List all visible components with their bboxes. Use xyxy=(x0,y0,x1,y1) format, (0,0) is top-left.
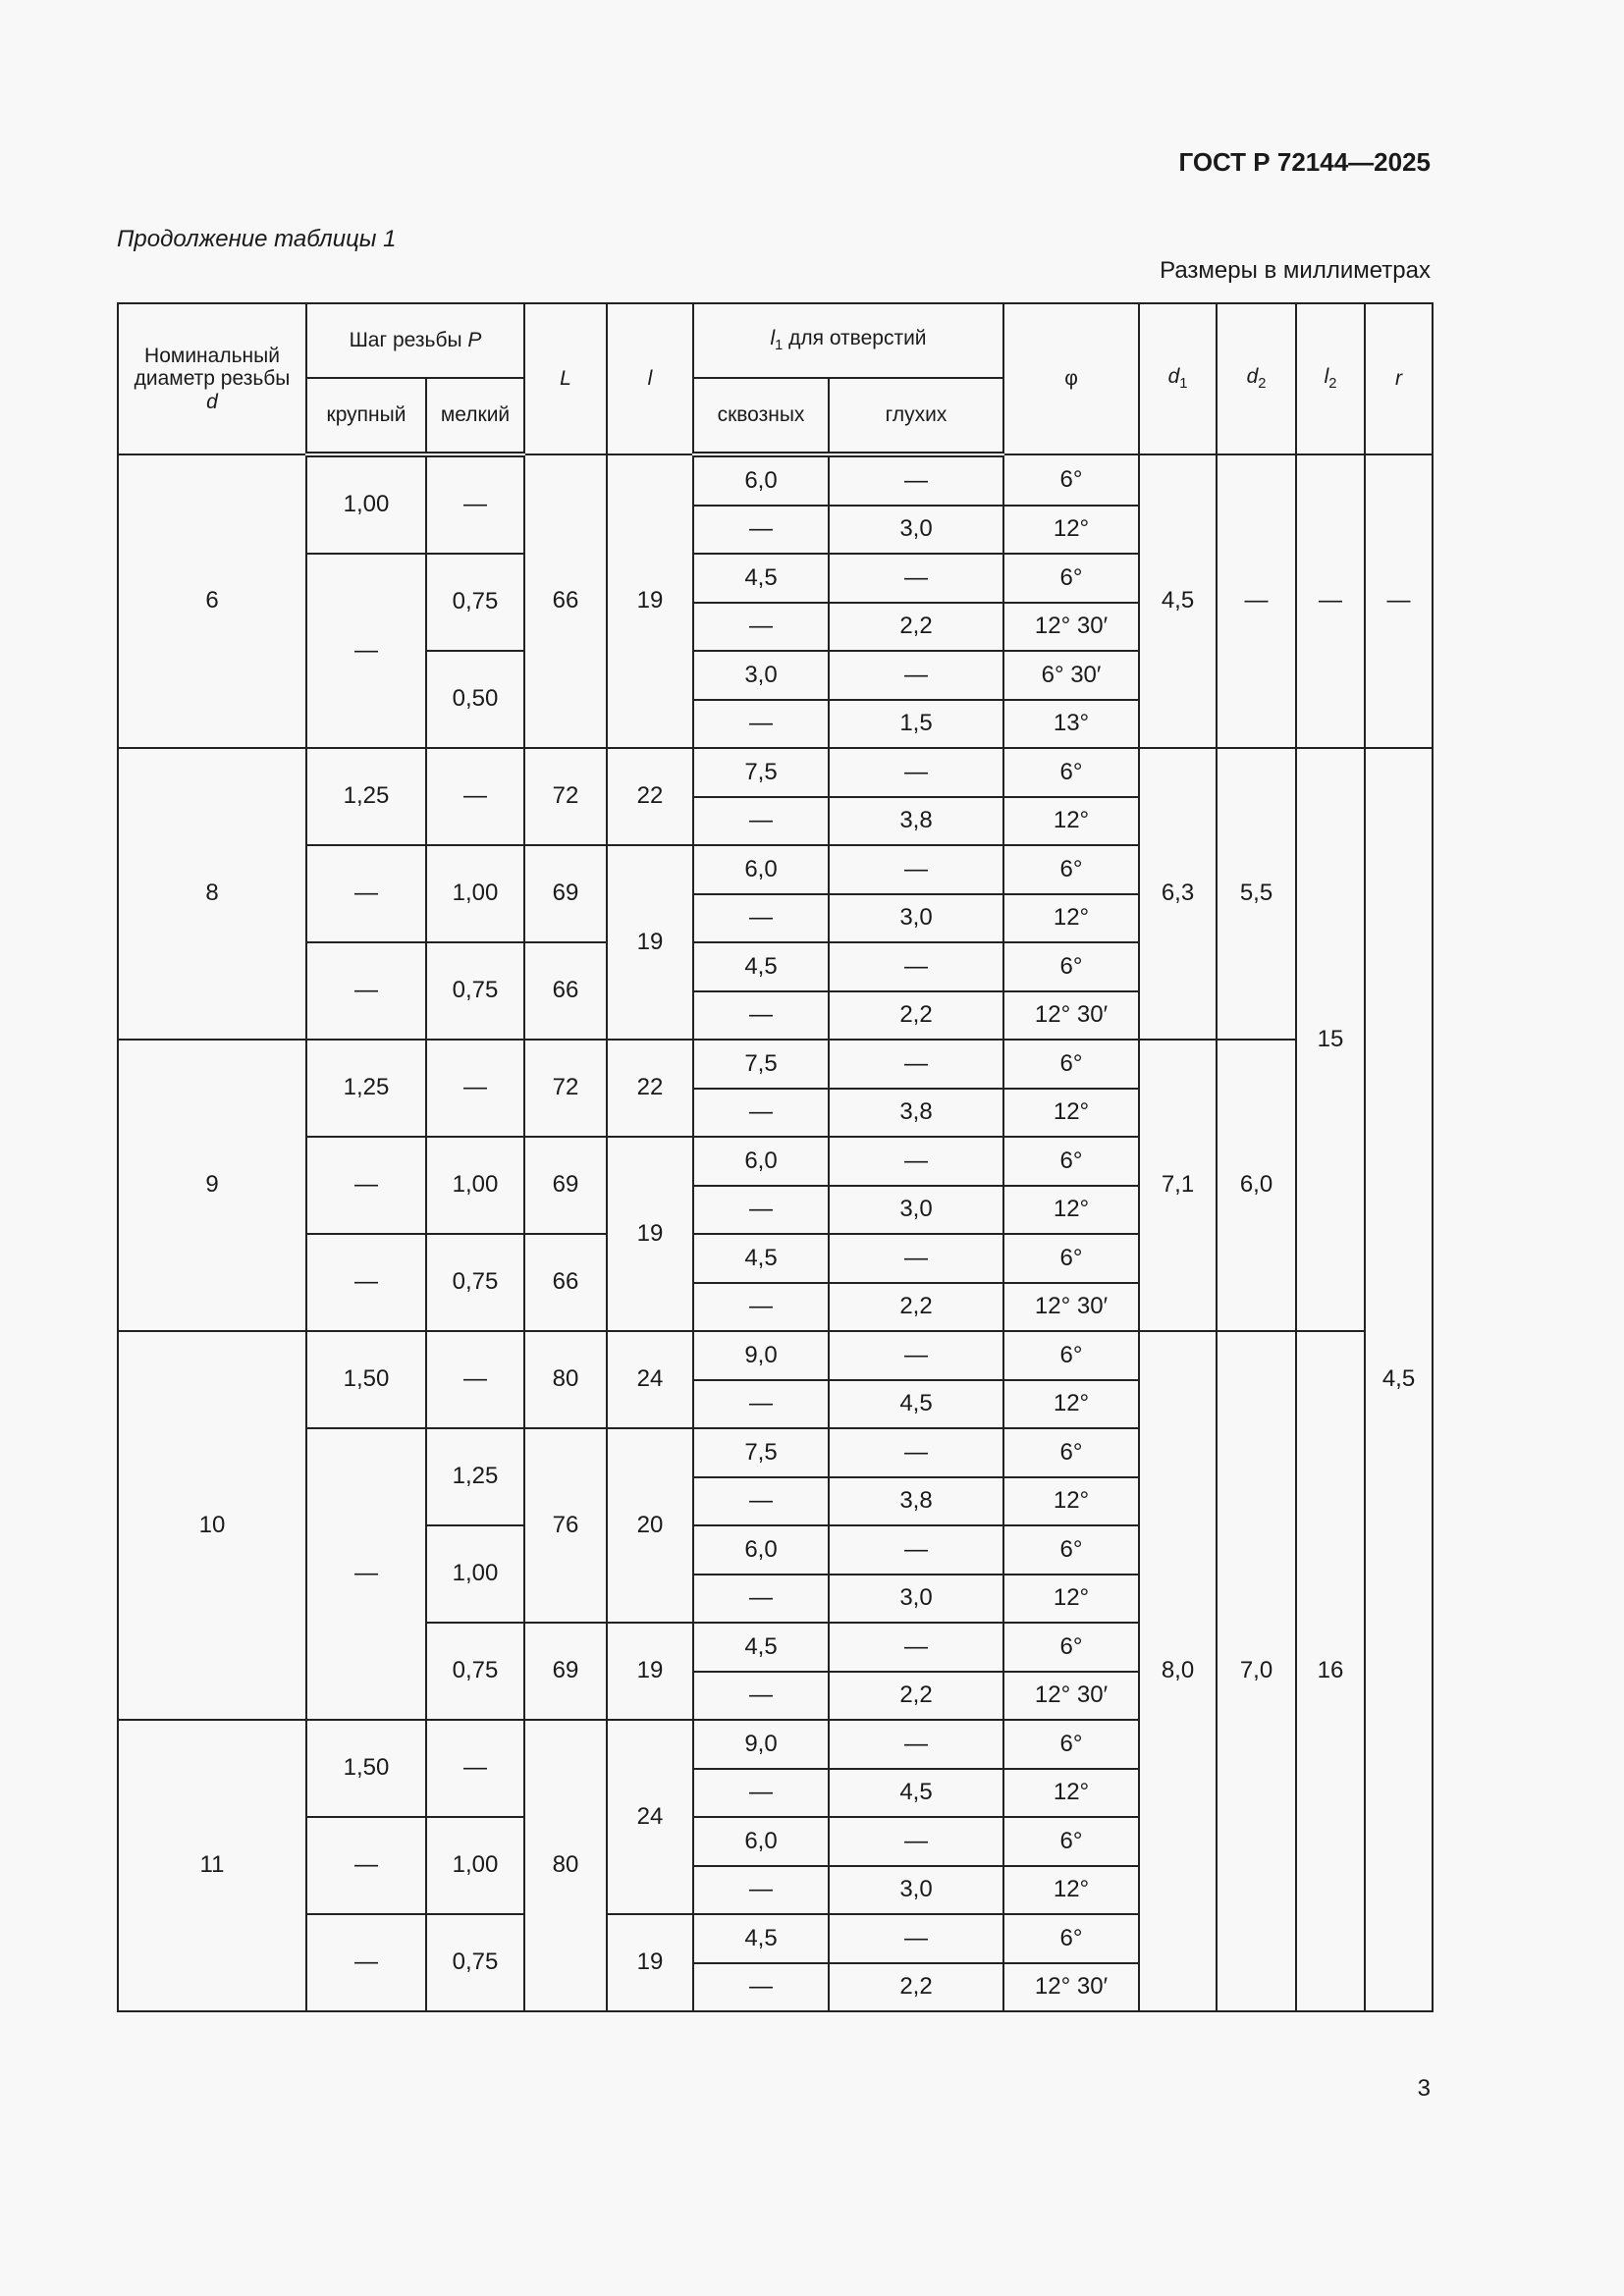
cell-L: 69 xyxy=(524,845,607,942)
cell-through: — xyxy=(693,1477,829,1526)
cell-fine: — xyxy=(426,1331,524,1428)
cell-through: — xyxy=(693,1380,829,1429)
cell-fine: 1,25 xyxy=(426,1428,524,1525)
cell-through: 6,0 xyxy=(693,1525,829,1575)
cell-blind: 2,2 xyxy=(829,603,1003,652)
cell-L: 76 xyxy=(524,1428,607,1623)
cell-l: 20 xyxy=(607,1428,693,1623)
cell-phi: 6° xyxy=(1003,1331,1139,1380)
cell-coarse: 1,50 xyxy=(306,1720,426,1817)
cell-coarse: — xyxy=(306,1234,426,1331)
table-row xyxy=(118,1331,1433,1380)
cell-through: — xyxy=(693,1089,829,1138)
cell-coarse: — xyxy=(306,554,426,748)
cell-blind: — xyxy=(829,1428,1003,1477)
cell-phi: 6° xyxy=(1003,554,1139,603)
cell-phi: 12° xyxy=(1003,1477,1139,1526)
cell-phi: 6° xyxy=(1003,1525,1139,1575)
cell-coarse: — xyxy=(306,845,426,942)
cell-blind: — xyxy=(829,1525,1003,1575)
cell-phi: 6° xyxy=(1003,454,1139,506)
cell-L: 66 xyxy=(524,1234,607,1331)
cell-blind: — xyxy=(829,1720,1003,1769)
cell-blind: — xyxy=(829,454,1003,506)
cell-L: 66 xyxy=(524,942,607,1040)
cell-l2: 16 xyxy=(1296,1331,1365,2011)
cell-d: 11 xyxy=(118,1720,306,2011)
cell-coarse: — xyxy=(306,1817,426,1914)
cell-fine: 1,00 xyxy=(426,845,524,942)
cell-through: — xyxy=(693,1186,829,1235)
cell-through: 4,5 xyxy=(693,554,829,603)
cell-fine: 0,75 xyxy=(426,1914,524,2011)
cell-blind: 2,2 xyxy=(829,1283,1003,1332)
table-continuation-caption: Продолжение таблицы 1 xyxy=(117,226,397,252)
cell-l: 19 xyxy=(607,1137,693,1331)
table-row xyxy=(118,748,1433,797)
cell-l: 19 xyxy=(607,1914,693,2011)
cell-l: 19 xyxy=(607,454,693,748)
cell-through: 4,5 xyxy=(693,942,829,991)
cell-phi: 12° 30′ xyxy=(1003,1672,1139,1721)
cell-blind: 4,5 xyxy=(829,1380,1003,1429)
cell-through: 4,5 xyxy=(693,1914,829,1963)
header-through: сквозных xyxy=(693,378,829,454)
cell-blind: 3,0 xyxy=(829,506,1003,555)
header-coarse: крупный xyxy=(306,378,426,454)
cell-through: — xyxy=(693,894,829,943)
cell-blind: — xyxy=(829,1040,1003,1089)
cell-blind: — xyxy=(829,1137,1003,1186)
cell-L: 72 xyxy=(524,1040,607,1137)
cell-through: 7,5 xyxy=(693,1428,829,1477)
header-l: l xyxy=(607,303,693,454)
table-row xyxy=(118,1040,1433,1089)
cell-phi: 6° xyxy=(1003,1234,1139,1283)
cell-blind: — xyxy=(829,1234,1003,1283)
header-L: L xyxy=(524,303,607,454)
cell-blind: — xyxy=(829,554,1003,603)
cell-fine: — xyxy=(426,748,524,845)
cell-coarse: — xyxy=(306,1914,426,2011)
header-l1-holes: $l_1$ для отверстий xyxy=(693,303,1003,378)
header-d1: $d_1$ xyxy=(1139,303,1217,454)
cell-coarse: 1,50 xyxy=(306,1331,426,1428)
cell-blind: 2,2 xyxy=(829,1963,1003,2012)
cell-phi: 6° 30′ xyxy=(1003,651,1139,700)
cell-fine: 0,75 xyxy=(426,942,524,1040)
cell-coarse: 1,25 xyxy=(306,1040,426,1137)
cell-through: 6,0 xyxy=(693,454,829,506)
cell-l2: 15 xyxy=(1296,748,1365,1331)
cell-blind: 1,5 xyxy=(829,700,1003,749)
cell-blind: — xyxy=(829,942,1003,991)
cell-blind: 3,0 xyxy=(829,1866,1003,1915)
cell-d2: — xyxy=(1217,454,1296,748)
cell-l2: — xyxy=(1296,454,1365,748)
cell-through: — xyxy=(693,991,829,1041)
document-code: ГОСТ Р 72144—2025 xyxy=(1178,147,1431,177)
cell-phi: 12° xyxy=(1003,1769,1139,1818)
cell-fine: 0,75 xyxy=(426,1234,524,1331)
cell-phi: 6° xyxy=(1003,1040,1139,1089)
cell-blind: — xyxy=(829,1817,1003,1866)
cell-fine: 0,75 xyxy=(426,1623,524,1720)
cell-l: 22 xyxy=(607,1040,693,1137)
cell-d: 9 xyxy=(118,1040,306,1331)
cell-d2: 5,5 xyxy=(1217,748,1296,1040)
cell-blind: 3,8 xyxy=(829,1477,1003,1526)
cell-phi: 12° xyxy=(1003,894,1139,943)
table-row xyxy=(118,454,1433,506)
cell-phi: 6° xyxy=(1003,1428,1139,1477)
cell-through: — xyxy=(693,506,829,555)
cell-through: 7,5 xyxy=(693,748,829,797)
cell-through: 6,0 xyxy=(693,1137,829,1186)
cell-l: 19 xyxy=(607,1623,693,1720)
dimensions-table xyxy=(117,302,1434,2012)
header-thread-pitch: Шаг резьбы P xyxy=(306,303,524,378)
cell-L: 72 xyxy=(524,748,607,845)
header-blind: глухих xyxy=(829,378,1003,454)
cell-through: — xyxy=(693,1575,829,1624)
cell-phi: 6° xyxy=(1003,1137,1139,1186)
cell-through: — xyxy=(693,1963,829,2012)
cell-phi: 13° xyxy=(1003,700,1139,749)
cell-blind: 2,2 xyxy=(829,991,1003,1041)
cell-phi: 6° xyxy=(1003,942,1139,991)
cell-fine: 0,75 xyxy=(426,554,524,651)
cell-l: 24 xyxy=(607,1331,693,1428)
cell-phi: 6° xyxy=(1003,845,1139,894)
cell-fine: — xyxy=(426,1040,524,1137)
cell-phi: 6° xyxy=(1003,1623,1139,1672)
cell-blind: — xyxy=(829,845,1003,894)
cell-blind: — xyxy=(829,651,1003,700)
cell-phi: 12° 30′ xyxy=(1003,603,1139,652)
cell-blind: 2,2 xyxy=(829,1672,1003,1721)
cell-through: 7,5 xyxy=(693,1040,829,1089)
cell-blind: — xyxy=(829,748,1003,797)
cell-through: — xyxy=(693,603,829,652)
cell-phi: 12° xyxy=(1003,506,1139,555)
header-l2: $l_2$ xyxy=(1296,303,1365,454)
header-phi: φ xyxy=(1003,303,1139,454)
cell-through: — xyxy=(693,1283,829,1332)
cell-d1: 4,5 xyxy=(1139,454,1217,748)
cell-phi: 12° xyxy=(1003,1866,1139,1915)
cell-phi: 12° 30′ xyxy=(1003,1283,1139,1332)
cell-fine: — xyxy=(426,454,524,554)
cell-d: 8 xyxy=(118,748,306,1040)
cell-d2: 7,0 xyxy=(1217,1331,1296,2011)
cell-through: — xyxy=(693,1769,829,1818)
cell-fine: 0,50 xyxy=(426,651,524,748)
cell-blind: 3,8 xyxy=(829,797,1003,846)
cell-through: 4,5 xyxy=(693,1623,829,1672)
cell-through: — xyxy=(693,1672,829,1721)
cell-phi: 12° xyxy=(1003,797,1139,846)
cell-blind: — xyxy=(829,1331,1003,1380)
cell-coarse: — xyxy=(306,942,426,1040)
cell-coarse: 1,25 xyxy=(306,748,426,845)
cell-l: 19 xyxy=(607,845,693,1040)
cell-L: 66 xyxy=(524,454,607,748)
cell-blind: 4,5 xyxy=(829,1769,1003,1818)
cell-blind: 3,0 xyxy=(829,1186,1003,1235)
cell-r: — xyxy=(1365,454,1433,748)
cell-phi: 6° xyxy=(1003,1720,1139,1769)
units-note: Размеры в миллиметрах xyxy=(1160,257,1431,284)
header-r: r xyxy=(1365,303,1433,454)
cell-d2: 6,0 xyxy=(1217,1040,1296,1331)
cell-phi: 12° xyxy=(1003,1380,1139,1429)
cell-coarse: — xyxy=(306,1428,426,1720)
cell-blind: 3,0 xyxy=(829,1575,1003,1624)
cell-phi: 6° xyxy=(1003,748,1139,797)
cell-coarse: — xyxy=(306,1137,426,1234)
cell-L: 80 xyxy=(524,1720,607,2011)
cell-fine: 1,00 xyxy=(426,1525,524,1623)
cell-blind: 3,8 xyxy=(829,1089,1003,1138)
cell-blind: 3,0 xyxy=(829,894,1003,943)
cell-through: 9,0 xyxy=(693,1331,829,1380)
cell-d: 6 xyxy=(118,454,306,748)
cell-through: — xyxy=(693,797,829,846)
cell-L: 80 xyxy=(524,1331,607,1428)
cell-through: 6,0 xyxy=(693,845,829,894)
cell-d: 10 xyxy=(118,1331,306,1720)
cell-L: 69 xyxy=(524,1137,607,1234)
header-nominal-diameter: Номинальный диаметр резьбы d xyxy=(118,303,306,454)
cell-through: 9,0 xyxy=(693,1720,829,1769)
header-fine: мелкий xyxy=(426,378,524,454)
page-number: 3 xyxy=(1417,2075,1431,2102)
cell-blind: — xyxy=(829,1623,1003,1672)
cell-l: 22 xyxy=(607,748,693,845)
cell-blind: — xyxy=(829,1914,1003,1963)
cell-phi: 12° 30′ xyxy=(1003,1963,1139,2012)
header-d2: $d_2$ xyxy=(1217,303,1296,454)
cell-phi: 12° xyxy=(1003,1186,1139,1235)
cell-through: 6,0 xyxy=(693,1817,829,1866)
cell-L: 69 xyxy=(524,1623,607,1720)
cell-phi: 12° 30′ xyxy=(1003,991,1139,1041)
cell-d1: 6,3 xyxy=(1139,748,1217,1040)
cell-phi: 6° xyxy=(1003,1817,1139,1866)
cell-d1: 8,0 xyxy=(1139,1331,1217,2011)
cell-l: 24 xyxy=(607,1720,693,1914)
cell-phi: 12° xyxy=(1003,1089,1139,1138)
cell-fine: 1,00 xyxy=(426,1817,524,1914)
cell-through: — xyxy=(693,1866,829,1915)
cell-fine: 1,00 xyxy=(426,1137,524,1234)
cell-phi: 12° xyxy=(1003,1575,1139,1624)
cell-fine: — xyxy=(426,1720,524,1817)
cell-through: 4,5 xyxy=(693,1234,829,1283)
cell-coarse: 1,00 xyxy=(306,454,426,554)
cell-through: 3,0 xyxy=(693,651,829,700)
cell-r: 4,5 xyxy=(1365,748,1433,2011)
cell-phi: 6° xyxy=(1003,1914,1139,1963)
cell-d1: 7,1 xyxy=(1139,1040,1217,1331)
cell-through: — xyxy=(693,700,829,749)
